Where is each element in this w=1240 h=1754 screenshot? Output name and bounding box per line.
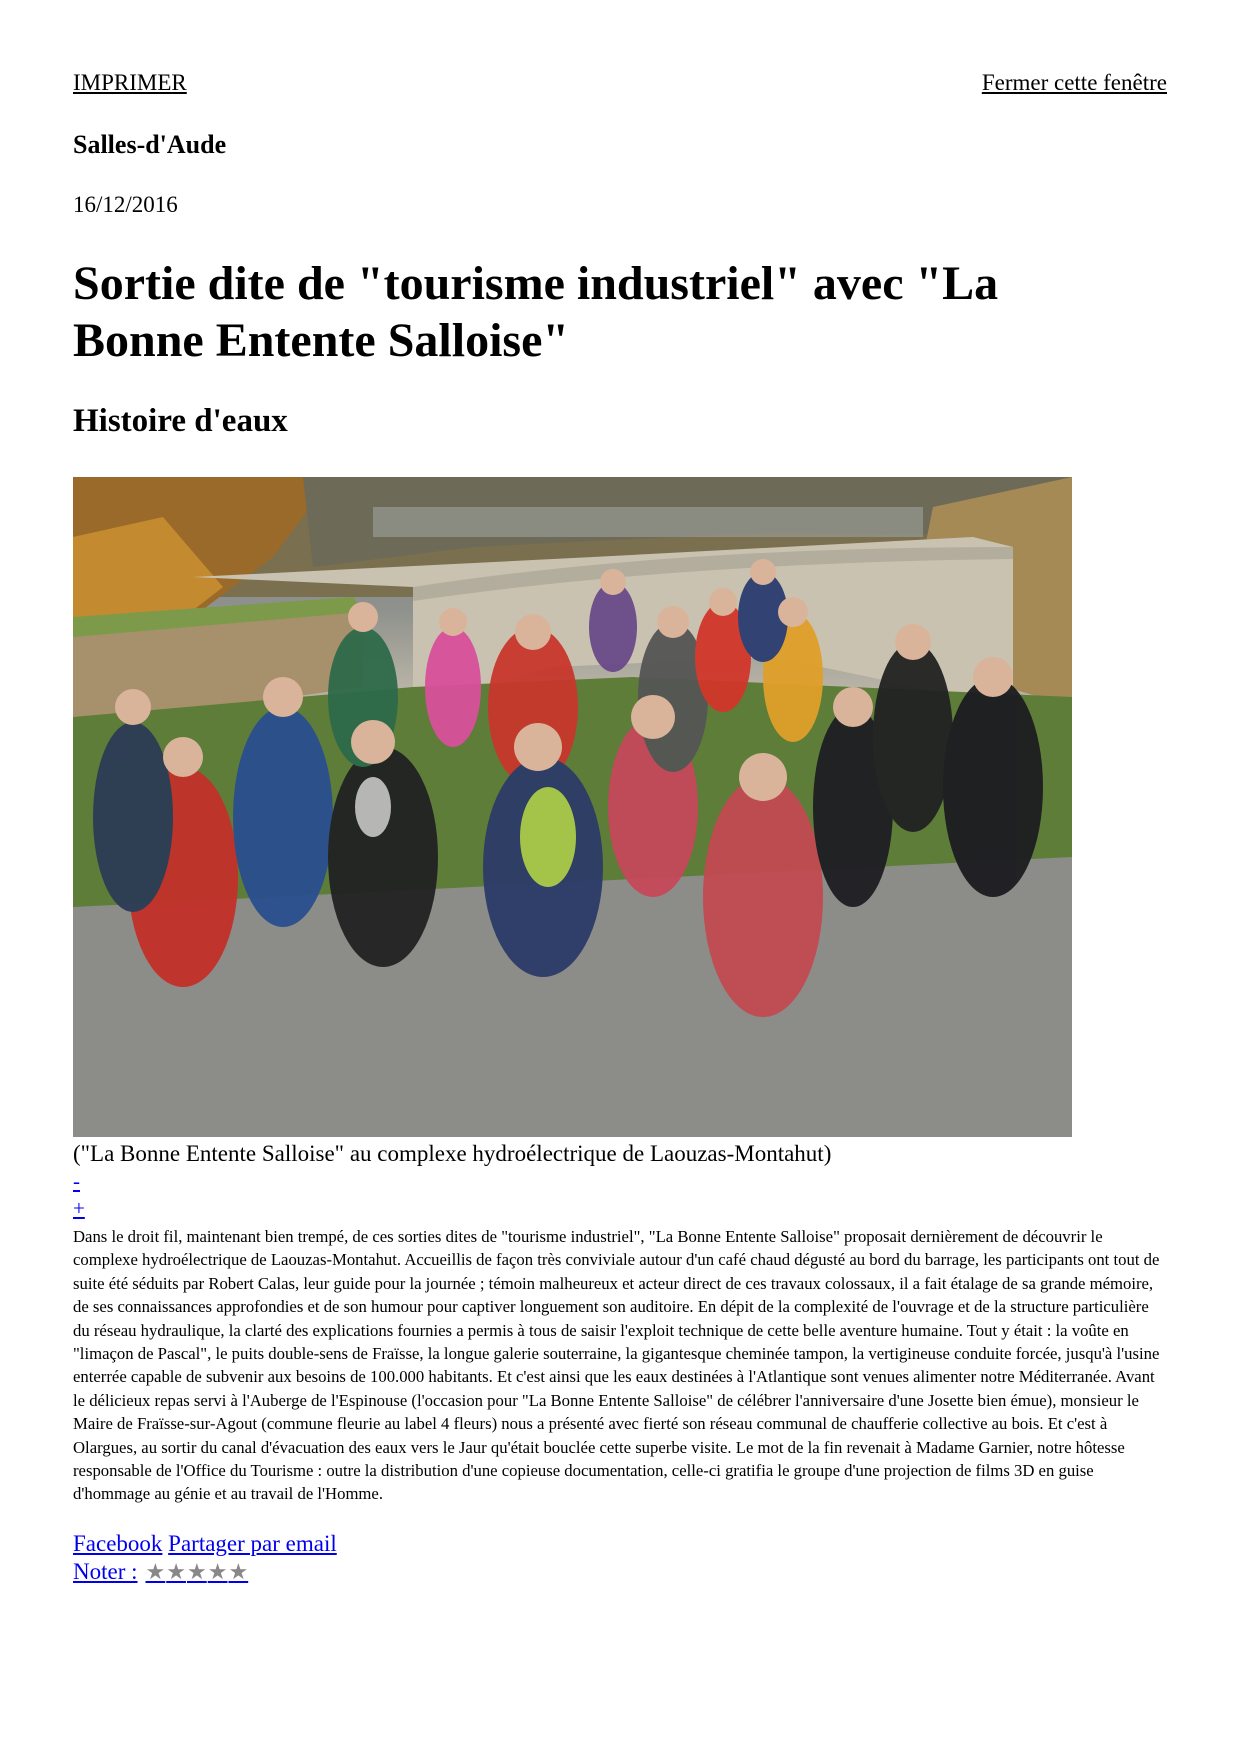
- star-icon-5[interactable]: ★: [228, 1559, 249, 1584]
- print-link[interactable]: IMPRIMER: [73, 70, 187, 95]
- close-window-link[interactable]: Fermer cette fenêtre: [981, 70, 1167, 95]
- increase-text-size-link[interactable]: +: [73, 1196, 85, 1220]
- star-icon-3[interactable]: ★: [186, 1559, 207, 1584]
- article-body: Dans le droit fil, maintenant bien trempé, de ces sorties dites de "tourisme industriel", "La Bonne Entente Salloise" proposait dernièrement de découvrir le complexe hydroélectrique de Laouzas-Montahut. Accueillis de façon très conviviale autour d'un café chaud dégusté au bord du barrage, les participants ont tout de suite été séduits par Robert Calas, leur guide pour la journée ; témoin malheureux et acteur direct de ces travaux colossaux, il a fait étalage de sa grande mémoire, de ses connaissances approfondies et de son humour pour captiver longuement son auditoire. En dépit de la complexité de l'ouvrage et de la structure particulière du réseau hydraulique, la clarté des explications fournies a permis à tous de saisir l'exploit technique de cette belle aventure humaine. Tout y était : la voûte en "limaçon de Pascal", le puits double-sens de Fraïsse, la longue galerie souterraine, la gigantesque cheminée tampon, la vertigineuse conduite forcée, jusqu'à l'usine enterrée capable de subvenir aux besoins de 100.000 habitants. Et c'est ainsi que les eaux destinées à l'Atlantique sont venues alimenter notre Méditerranée. Avant le délicieux repas servi à l'Auberge de l'Espinouse (l'occasion pour "La Bonne Entente Salloise" de célébrer l'anniversaire d'une Josette bien émue), monsieur le Maire de Fraïsse-sur-Agout (commune fleurie au label 4 fleurs) nous a présenté avec fierté son réseau communal de chaufferie collective au bois. Et c'est à Olargues, au sortir du canal d'évacuation des eaux vers le Jaur qu'était bouclée cette superbe visite. Le mot de la fin revenait à Madame Garnier, notre hôtesse responsable de l'Office du Tourisme : outre la distribution d'une copieuse documentation, celle-ci gratifia le groupe d'une projection de films 3D en guise d'hommage au génie et au travail de l'Homme.: [73, 1227, 1160, 1504]
- star-icon-1[interactable]: ★: [145, 1559, 166, 1584]
- decrease-text-size-link[interactable]: -: [73, 1169, 80, 1193]
- top-links: [73, 70, 1167, 100]
- star-icon-2[interactable]: ★: [166, 1559, 186, 1584]
- rating-widget: [73, 1559, 249, 1585]
- article-title: Sortie dite de "tourisme industriel" avec "La Bonne Entente Salloise": [73, 257, 999, 367]
- article-photo: [73, 477, 1072, 1137]
- star-icon-4[interactable]: ★: [207, 1559, 228, 1584]
- article-subtitle: Histoire d'eaux: [73, 403, 288, 439]
- email-share-link[interactable]: Partager par email: [168, 1531, 337, 1556]
- article-date: 16/12/2016: [73, 192, 178, 217]
- share-links: [73, 1531, 337, 1557]
- photo-caption: ("La Bonne Entente Salloise" au complexe hydroélectrique de Laouzas-Montahut): [73, 1141, 832, 1166]
- facebook-share-link[interactable]: Facebook: [73, 1531, 163, 1556]
- article-location: Salles-d'Aude: [73, 130, 227, 159]
- rate-link[interactable]: Noter :: [73, 1559, 138, 1584]
